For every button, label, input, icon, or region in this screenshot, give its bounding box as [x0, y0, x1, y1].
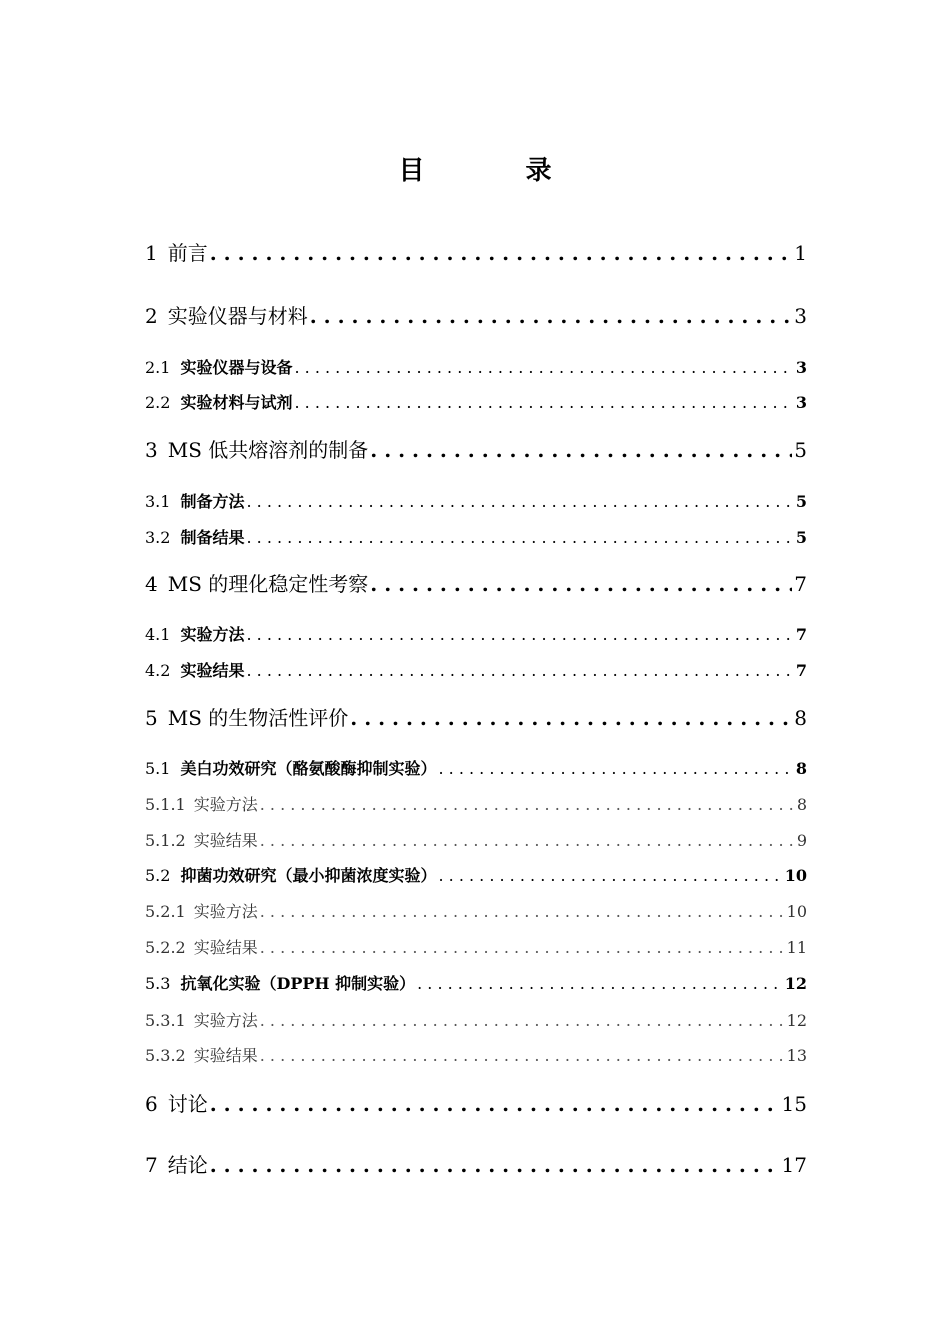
toc-entry-page: 8	[795, 759, 807, 778]
dot-leader	[210, 1094, 780, 1114]
toc-entry-page: 8	[794, 706, 807, 730]
toc-entry-page: 13	[786, 1046, 807, 1065]
toc-entry-page: 15	[781, 1092, 807, 1116]
toc-entry[interactable]	[145, 761, 807, 777]
toc-entry-number: 2.1	[145, 358, 171, 377]
toc-entry-title: 前言	[167, 241, 208, 265]
toc-entry-page: 11	[786, 938, 807, 957]
dot-leader	[260, 1013, 785, 1029]
toc-entry-page: 17	[781, 1153, 807, 1177]
toc-entry-page: 5	[794, 438, 807, 462]
toc-entry[interactable]	[145, 904, 807, 920]
toc-entry-title: 制备结果	[180, 528, 245, 547]
toc-entry-title: 实验方法	[193, 1011, 258, 1030]
toc-entry[interactable]	[145, 306, 807, 326]
toc-entry-page: 3	[795, 358, 807, 377]
dot-leader	[438, 761, 793, 777]
toc-entry[interactable]	[145, 663, 807, 679]
toc-entry-page: 12	[786, 1011, 807, 1030]
dot-leader	[210, 243, 793, 263]
toc-entry-page: 3	[795, 393, 807, 412]
toc-entry-number: 6	[145, 1092, 158, 1116]
toc-entry-number: 5.2.1	[145, 902, 186, 921]
toc-entry-title: 抗氧化实验（DPPH 抑制实验）	[180, 974, 416, 993]
toc-entry-number: 4	[145, 572, 158, 596]
toc-entry-number: 4.1	[145, 625, 171, 644]
toc-entry-number: 1	[145, 241, 158, 265]
toc-entry-title: 实验结果	[193, 938, 258, 957]
toc-entry[interactable]	[145, 530, 807, 546]
toc-entry-title: MS 的理化稳定性考察	[167, 572, 369, 596]
toc-entry-number: 3.1	[145, 492, 171, 511]
toc-entry-number: 3.2	[145, 528, 171, 547]
dot-leader	[438, 868, 782, 884]
dot-leader	[260, 797, 795, 813]
toc-entry-page: 10	[784, 866, 807, 885]
toc-entry-number: 7	[145, 1153, 158, 1177]
toc-entry-number: 4.2	[145, 661, 171, 680]
toc-entry-title: 制备方法	[180, 492, 245, 511]
toc-entry[interactable]	[145, 1094, 807, 1114]
toc-entry[interactable]	[145, 627, 807, 643]
toc-entry-number: 5.2	[145, 866, 171, 885]
dot-leader	[210, 1155, 780, 1175]
toc-entry[interactable]	[145, 440, 807, 460]
toc-entry[interactable]	[145, 494, 807, 510]
toc-entry-title: 实验仪器与设备	[180, 358, 293, 377]
toc-entry-title: 实验结果	[193, 1046, 258, 1065]
toc-entry-page: 5	[795, 528, 807, 547]
toc-entry-title: 实验方法	[193, 902, 258, 921]
dot-leader	[370, 440, 792, 460]
toc-entry[interactable]	[145, 574, 807, 594]
toc-entry-title: 实验结果	[180, 661, 245, 680]
dot-leader	[417, 976, 783, 992]
toc-entry[interactable]	[145, 940, 807, 956]
dot-leader	[260, 904, 785, 920]
dot-leader	[310, 306, 793, 326]
toc-entry-page: 8	[796, 795, 807, 814]
toc-entry-page: 9	[796, 831, 807, 850]
toc-entry[interactable]	[145, 1155, 807, 1175]
toc-entry-page: 3	[794, 304, 807, 328]
toc-entry-number: 5.3.1	[145, 1011, 186, 1030]
toc-entry-number: 5.1.2	[145, 831, 186, 850]
toc-entry-page: 1	[794, 241, 807, 265]
toc-entry-page: 7	[795, 661, 807, 680]
dot-leader	[246, 627, 793, 643]
toc-entry-title: 实验材料与试剂	[180, 393, 293, 412]
toc-entry-page: 10	[786, 902, 807, 921]
toc-entry-title: 抑菌功效研究（最小抑菌浓度实验）	[180, 866, 437, 885]
toc-entry-title: 实验仪器与材料	[167, 304, 308, 328]
toc-entry-title: 实验方法	[193, 795, 258, 814]
dot-leader	[294, 395, 793, 411]
dot-leader	[246, 494, 793, 510]
toc-entry[interactable]	[145, 395, 807, 411]
toc-entry[interactable]	[145, 833, 807, 849]
toc-entry-page: 7	[795, 625, 807, 644]
dot-leader	[294, 360, 793, 376]
toc-entry[interactable]	[145, 243, 807, 263]
toc-entry-title: 实验结果	[193, 831, 258, 850]
dot-leader	[350, 708, 792, 728]
dot-leader	[246, 663, 793, 679]
toc-entry-number: 3	[145, 438, 158, 462]
dot-leader	[260, 833, 795, 849]
dot-leader	[246, 530, 793, 546]
toc-entry-page: 12	[784, 974, 807, 993]
toc-entry-title: 结论	[167, 1153, 208, 1177]
toc-entry-number: 2.2	[145, 393, 171, 412]
dot-leader	[260, 940, 785, 956]
toc-entry-title: 美白功效研究（酪氨酸酶抑制实验）	[180, 759, 437, 778]
toc-entry-page: 7	[794, 572, 807, 596]
dot-leader	[260, 1048, 785, 1064]
toc-entry[interactable]	[145, 797, 807, 813]
toc-entry-number: 5.3	[145, 974, 171, 993]
toc-entry[interactable]	[145, 976, 807, 992]
toc-entry-number: 2	[145, 304, 158, 328]
toc-entry-number: 5.1	[145, 759, 171, 778]
dot-leader	[370, 574, 792, 594]
toc-entry-number: 5.2.2	[145, 938, 186, 957]
toc-entry-title: MS 低共熔溶剂的制备	[167, 438, 369, 462]
toc-entry-page: 5	[795, 492, 807, 511]
toc-entry-number: 5	[145, 706, 158, 730]
toc-entry-title: 讨论	[167, 1092, 208, 1116]
toc-entry-number: 5.3.2	[145, 1046, 186, 1065]
toc-entry[interactable]	[145, 360, 807, 376]
toc-entry[interactable]	[145, 1013, 807, 1029]
toc-title: 目 录	[398, 156, 598, 186]
toc-entry-number: 5.1.1	[145, 795, 186, 814]
toc-entry[interactable]	[145, 868, 807, 884]
toc-entry-title: 实验方法	[180, 625, 245, 644]
toc-entry-title: MS 的生物活性评价	[167, 706, 349, 730]
toc-entry[interactable]	[145, 1048, 807, 1064]
toc-entry[interactable]	[145, 708, 807, 728]
